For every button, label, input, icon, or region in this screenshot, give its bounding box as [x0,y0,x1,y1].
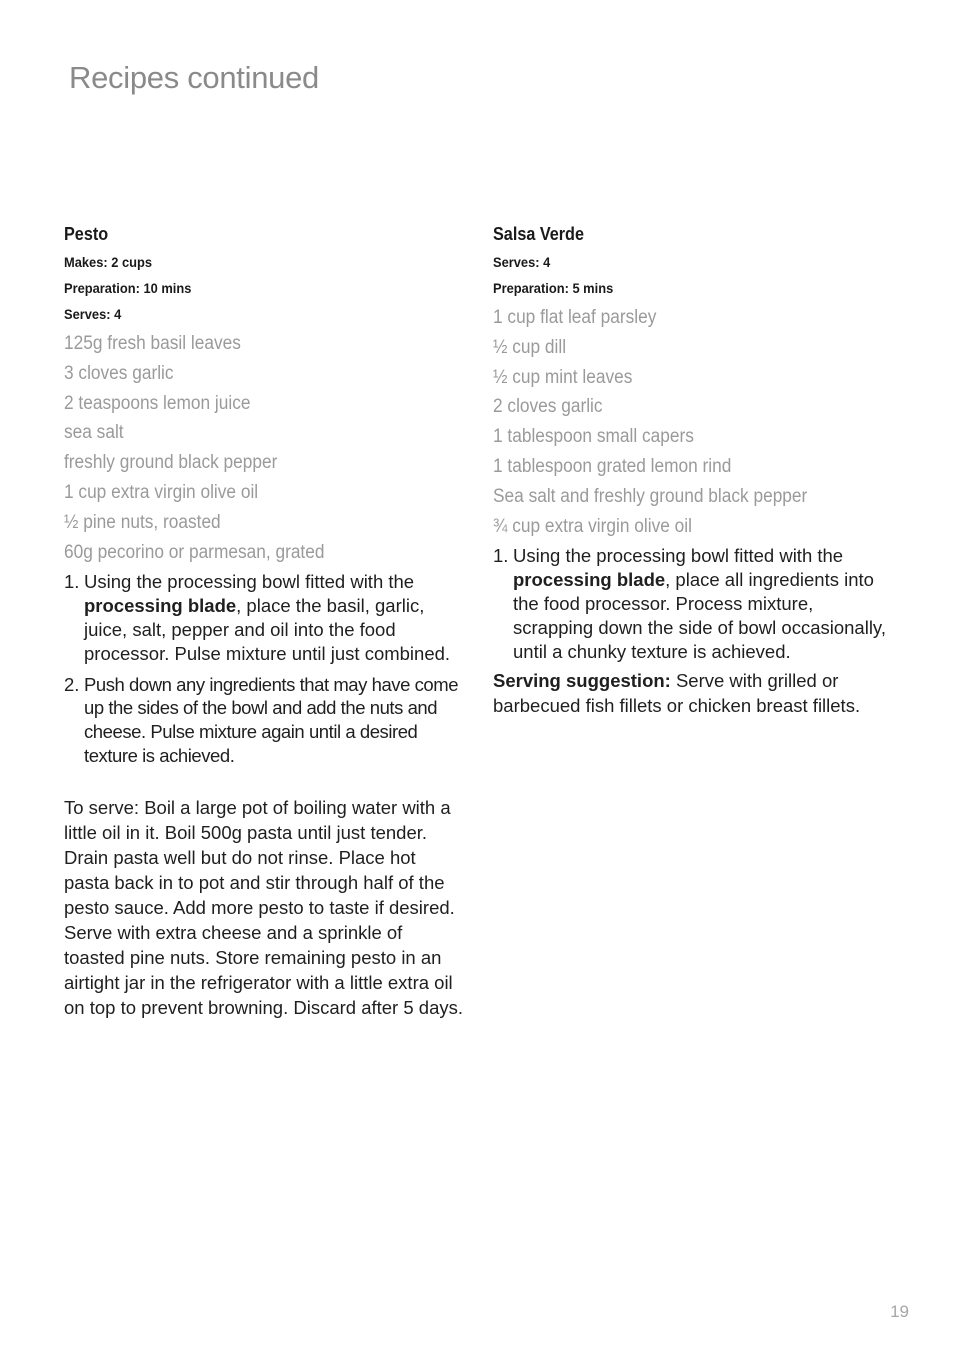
ingredient-item: 60g pecorino or parmesan, grated [64,541,325,563]
ingredient-item: 1 cup flat leaf parsley [493,307,657,328]
ingredient-list [493,303,893,541]
page-number: 19 [890,1302,909,1321]
ingredient-list [64,329,464,567]
ingredient-item: Sea salt and freshly ground black pepper [493,485,808,507]
page-title: Recipes continued [69,60,319,95]
ingredient-item: ½ cup dill [493,336,567,358]
method-steps [493,544,893,663]
ingredient-item: ¾ cup extra virgin olive oil [493,515,692,537]
step-text: Using the processing bowl fitted with the processing blade, place the basil, garlic, juice, salt, pepper and oil into the food processor. Pulse mixture until just combined. [84,571,451,664]
step-number: 1. [64,571,80,593]
step-number: 2. [64,673,80,695]
serving-suggestion [493,668,893,718]
recipe-serves: Serves: 4 [64,306,122,322]
step-text: Using the processing bowl fitted with the processing blade, place all ingredients into the food processor. Process mixture, scrapping down the side of bowl occasionally, until a chunky texture is achieved. [513,545,886,662]
recipe-preparation: Preparation: 5 mins [493,280,614,296]
step-text: Push down any ingredients that may have come up the sides of the bowl and add the nuts and cheese. Pulse mixture again until a desired texture is achieved. [84,673,459,766]
recipe-title: Salsa Verde [493,224,584,244]
method-step [64,570,464,665]
ingredient-item: 2 cloves garlic [493,396,603,418]
recipe-preparation: Preparation: 10 mins [64,280,192,296]
recipe-makes: Makes: 2 cups [64,254,153,270]
bold-term: processing blade [513,569,666,591]
recipe-title: Pesto [64,224,109,244]
ingredient-item: 1 cup extra virgin olive oil [64,481,259,503]
ingredient-item: freshly ground black pepper [64,452,278,474]
serving-suggestion-text: Serve with grilled or barbecued fish fillets or chicken breast fillets. [493,670,861,717]
ingredient-item: 3 cloves garlic [64,362,174,384]
ingredient-item: ½ pine nuts, roasted [64,511,221,533]
method-steps [64,570,464,767]
serving-suggestion-label: Serving suggestion: [493,670,671,692]
recipe-serves: Serves: 4 [493,254,551,270]
ingredient-item: 1 tablespoon grated lemon rind [493,455,732,477]
ingredient-item: 2 teaspoons lemon juice [64,392,251,414]
pesto-recipe [64,222,464,1020]
method-step [64,673,464,768]
step-number: 1. [493,545,509,567]
ingredient-item: 125g fresh basil leaves [64,333,241,354]
method-step [493,544,893,663]
ingredient-item: 1 tablespoon small capers [493,426,694,448]
salsa-verde-recipe [493,222,893,718]
ingredient-item: ½ cup mint leaves [493,366,633,388]
ingredient-item: sea salt [64,422,124,444]
serving-instructions: To serve: Boil a large pot of boiling water with a little oil in it. Boil 500g pasta until just tender. Drain pasta well but do not rinse. Place hot pasta back in to pot and stir through half of the pesto sauce. Add more pesto to taste if desired. Serve with extra cheese and a sprinkle of toasted pine nuts. Store remaining pesto in an airtight jar in the refrigerator with a little extra oil on top to prevent browning. Discard after 5 days. [64,796,463,1018]
bold-term: processing blade [84,595,237,617]
